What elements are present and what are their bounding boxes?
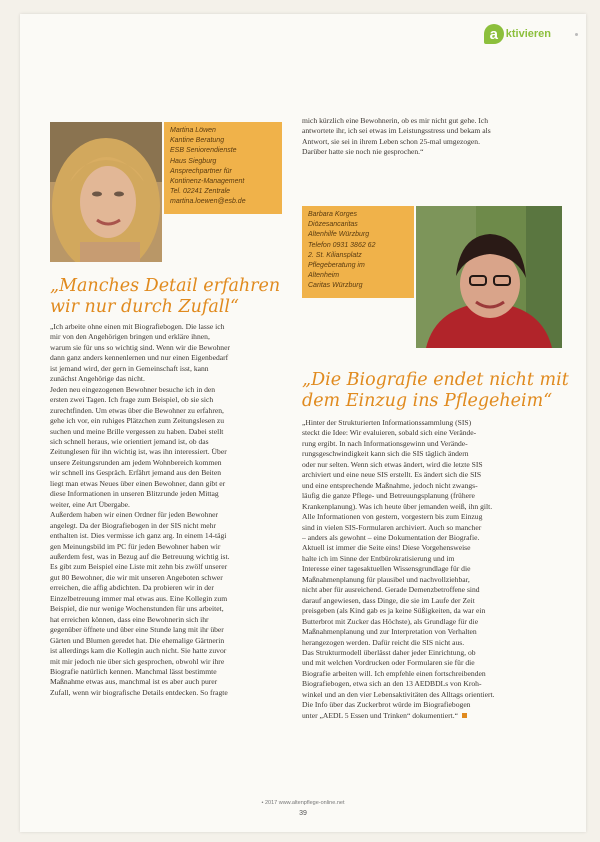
contact-line: Altenheim xyxy=(308,272,340,280)
text-line: diese Informationen in unseren Blitzrunde jeden Mittag xyxy=(50,489,219,499)
contact-line: Pflegeberatung im xyxy=(308,262,365,270)
text-line: enthalten ist. Dies vermisse ich ganz arg. In einem 14-tägi xyxy=(50,531,227,541)
contact-line: Telefon 0931 3862 62 xyxy=(308,241,376,249)
text-line: Gärten und Blumen geredet hat. Die ehemalige Gärtnerin xyxy=(50,635,225,645)
text-line: Zufall, wenn wir biografische Details entdecken. So fragte xyxy=(50,687,228,697)
contact-line: Tel. 02241 Zentrale xyxy=(170,188,231,196)
text-line: mich kürzlich eine Bewohnerin, ob es mir nicht gut gehe. Ich xyxy=(302,116,488,125)
text-line: zurechtfinden. Um etwas über die Bewohner zu erfahren, xyxy=(50,405,224,415)
text-line: rungsgeschwindigkeit kann sich die SIS täglich ändern xyxy=(302,449,469,459)
text-line: „Hinter der Strukturierten Informationssammlung (SIS) xyxy=(302,418,472,427)
text-line: weiter, eine Art Übergabe. xyxy=(50,499,130,509)
text-line: Krankenplanung). Was ich heute über jemanden weiß, ihn gilt. xyxy=(302,501,493,511)
text-line: und mit welchen Vordrucken oder Formularen sie für die xyxy=(302,658,475,668)
text-line: hat erreichen können, dass eine Bewohnerin sich ihr xyxy=(50,614,209,624)
text-line: preisgeben (als Kind gab es ja keine Süßigkeiten, da war ein xyxy=(302,606,486,616)
text-line: außerdem fest, was in Bezug auf die Betreuung wichtig ist. xyxy=(50,551,230,561)
portrait-photo-left xyxy=(50,122,162,262)
text-line: gegenüber öffnete und über eine Stunde lang mit ihr über xyxy=(50,625,224,635)
contact-line: ESB Seniorendienste xyxy=(170,147,237,155)
text-line: mir von den Angehörigen bringen und erkläre ihnen, xyxy=(50,332,210,342)
text-line: wir schnell ins Gespräch. Erfährt jemand aus den Beiten xyxy=(50,468,222,478)
text-line: unsere Zeitungsrunden am jedem Wohnbereich kommen xyxy=(50,457,222,467)
page-number: 39 xyxy=(299,810,307,817)
text-line: nicht aber für ausreichend. Gerade Demenzbetroffene sind xyxy=(302,585,480,595)
text-line: sich schnell heraus, wie orientiert jemand ist, ob das xyxy=(50,436,209,446)
text-line: – anders als gewohnt – eine Dokumentation der Biografie. xyxy=(302,532,480,542)
text-line: ersten zwei Tagen. Ich frage zum Beispiel, ob sie sich xyxy=(50,395,214,405)
body-column-right-top xyxy=(302,116,560,158)
text-line: erreichen, die affig abdichten. Da probieren wir in der xyxy=(50,583,214,593)
text-line: Alle Informationen von gestern, vorgestern bis zum Einzug xyxy=(302,512,483,522)
text-line: mit mir jedoch nie über sich gesprochen, obwohl wir ihre xyxy=(50,656,225,666)
end-of-article-mark xyxy=(462,713,467,718)
body-column-right xyxy=(302,418,560,721)
text-line: und eine entsprechende Maßnahme, jedoch nicht zwangs- xyxy=(302,480,478,490)
section-title: ktivieren xyxy=(505,28,551,40)
contact-line: Haus Siegburg xyxy=(170,157,217,165)
text-line: sind in vielen SIS-Formularen archiviert. Auch so mancher xyxy=(302,522,482,532)
text-line: herangezogen werden. Dafür reicht die SIS nicht aus. xyxy=(302,637,465,647)
text-line: Darüber hatte sie noch nie gesprochen.“ xyxy=(302,147,424,157)
contact-line: Altenhilfe Würzburg xyxy=(308,231,370,239)
text-line: Die Info über das Zuckerbrot würde im Biografiebogen xyxy=(302,700,471,710)
text-line: Butterbrot mit Zucker das Höchste), als Grundlage für die xyxy=(302,616,479,626)
corner-dot xyxy=(575,33,578,36)
text-line: halte ich im Sinne der Entbürokratisierung und im xyxy=(302,553,455,563)
text-line: archiviert und eine neue SIS erstellt. Es ändert sich die SIS xyxy=(302,470,482,480)
text-line: dann ganz anders kennenlernen und nur einen Eigenbedarf xyxy=(50,353,229,363)
text-line: Es gibt zum Beispiel eine Liste mit zehn bis zwölf unserer xyxy=(50,562,228,572)
text-line: Biografiebogen, etwa sich an den 13 AEDBDLs von Kroh- xyxy=(302,679,482,689)
text-line: „Ich arbeite ohne einen mit Biografiebogen. Die lasse ich xyxy=(50,322,225,331)
text-line: Maßnahmenplanung für plausibel und nachvollziehbar, xyxy=(302,574,470,584)
text-line: zunächst Angehörige das nicht. xyxy=(50,374,145,384)
text-line: angelegt. Da der Biografiebogen in der SIS nicht mehr xyxy=(50,520,216,530)
text-line: winkel und an den vier Lebensaktivitäten des Alltags orientiert. xyxy=(302,689,495,699)
text-line: gen Meinungsbild im PC für jeden Bewohner haben wir xyxy=(50,541,221,551)
contact-line: Martina Löwen xyxy=(170,127,216,134)
text-line: Biografie natürlich kennen. Manchmal lässt bestimmte xyxy=(50,666,217,676)
text-line-last: unter „AEDL 5 Essen und Trinken“ dokumentiert.“ xyxy=(302,711,560,721)
magazine-page xyxy=(20,14,586,832)
text-line: suchen und meine Brille vergessen zu haben. Dabei stellt xyxy=(50,426,224,436)
section-badge: a xyxy=(484,24,504,44)
text-line: Jeden neu eingezogenen Bewohner besuche ich in den xyxy=(50,384,216,394)
text-line: Interesse einer tagesaktuellen Wissensgrundlage für die xyxy=(302,564,471,574)
headline-left: „Manches Detail erfahren wir nur durch Zufall“ xyxy=(50,276,281,317)
contact-line: Barbara Korges xyxy=(308,211,358,218)
text-line: gehe ich vor, ein ruhiges Plätzchen zum Zeitungslesen zu xyxy=(50,416,225,426)
section-tab xyxy=(484,24,578,44)
text-line: warum sie für uns so wichtig sind. Wenn wir die Bewohner xyxy=(50,342,230,352)
text-line: Außerdem haben wir einen Ordner für jeden Bewohner xyxy=(50,510,219,520)
contact-line: Diözesancaritas xyxy=(308,221,358,229)
text-line: antwortete ihr, ich sei etwas im Leistungsstress und bekam als xyxy=(302,126,491,136)
text-line: ist allerdings kam die Kollegin auch nicht. Sie hatte zuvor xyxy=(50,646,227,656)
contact-line: 2. St. Kiliansplatz xyxy=(308,251,362,259)
text-line: liegt man etwas Neues über einen Bewohner, dann gibt er xyxy=(50,478,226,488)
text-line: Beispiel, die nur wenige Wochenstunden für uns arbeitet, xyxy=(50,604,224,614)
text-line: Das Strukturmodell überlässt daher jeder Einrichtung, ob xyxy=(302,647,476,657)
text-line: steckt die Idee: Wir evaluieren, sobald sich eine Verände- xyxy=(302,428,477,438)
text-line: Einzelbetreuung immer mal etwas aus. Eine Kollegin zum xyxy=(50,593,228,603)
contact-line: martina.loewen@esb.de xyxy=(170,198,246,206)
text-line: Biografie arbeiten will. Ich empfehle einen fortschreibenden xyxy=(302,668,486,678)
text-line: oder nur selten. Wenn sich etwas ändert, wird die letzte SIS xyxy=(302,459,483,469)
contact-line: Kontinenz-Management xyxy=(170,178,245,186)
contact-line: Caritas Würzburg xyxy=(308,282,363,290)
page-footer: • 2017 www.altenpflege-online.net xyxy=(261,800,345,806)
body-column-left xyxy=(50,322,282,698)
contact-box-left xyxy=(164,122,282,214)
contact-line: Kantine Beratung xyxy=(170,137,225,145)
text-line: läufig die ganze Pflege- und Betreuungsplanung (frühere xyxy=(302,491,475,501)
text-line: Maßnahme etwas aus, manchmal ist es aber auch purer xyxy=(50,677,218,687)
text-line: rung ergibt. In nach Informationsgewinn und Verände- xyxy=(302,438,468,448)
portrait-photo-right xyxy=(416,206,562,348)
text-line: darauf angewiesen, dass Dinge, die sie im Laufe der Zeit xyxy=(302,595,475,605)
contact-line: Ansprechpartner für xyxy=(170,167,232,175)
headline-right: „Die Biografie endet nicht mit dem Einzug ins Pflegeheim“ xyxy=(302,370,569,411)
contact-box-right xyxy=(302,206,414,298)
text-line: Antwort, sie sei in ihrem Leben schon 25-mal umgezogen. xyxy=(302,136,480,146)
text-line: Aktuell ist immer die Seite eins! Diese Vorgehensweise xyxy=(302,543,471,553)
text-line: ist jemand wird, der gern in Gemeinschaft isst, kann xyxy=(50,363,209,373)
text-line: gut 80 Bewohner, die wir mit unseren Angeboten schwer xyxy=(50,572,223,582)
text-line: Zeitunglesen für ihn wichtig ist, was ihn interessiert. Über xyxy=(50,447,227,457)
text-line: Maßnahmenplanung und zur Interpretation von Verhalten xyxy=(302,627,477,637)
